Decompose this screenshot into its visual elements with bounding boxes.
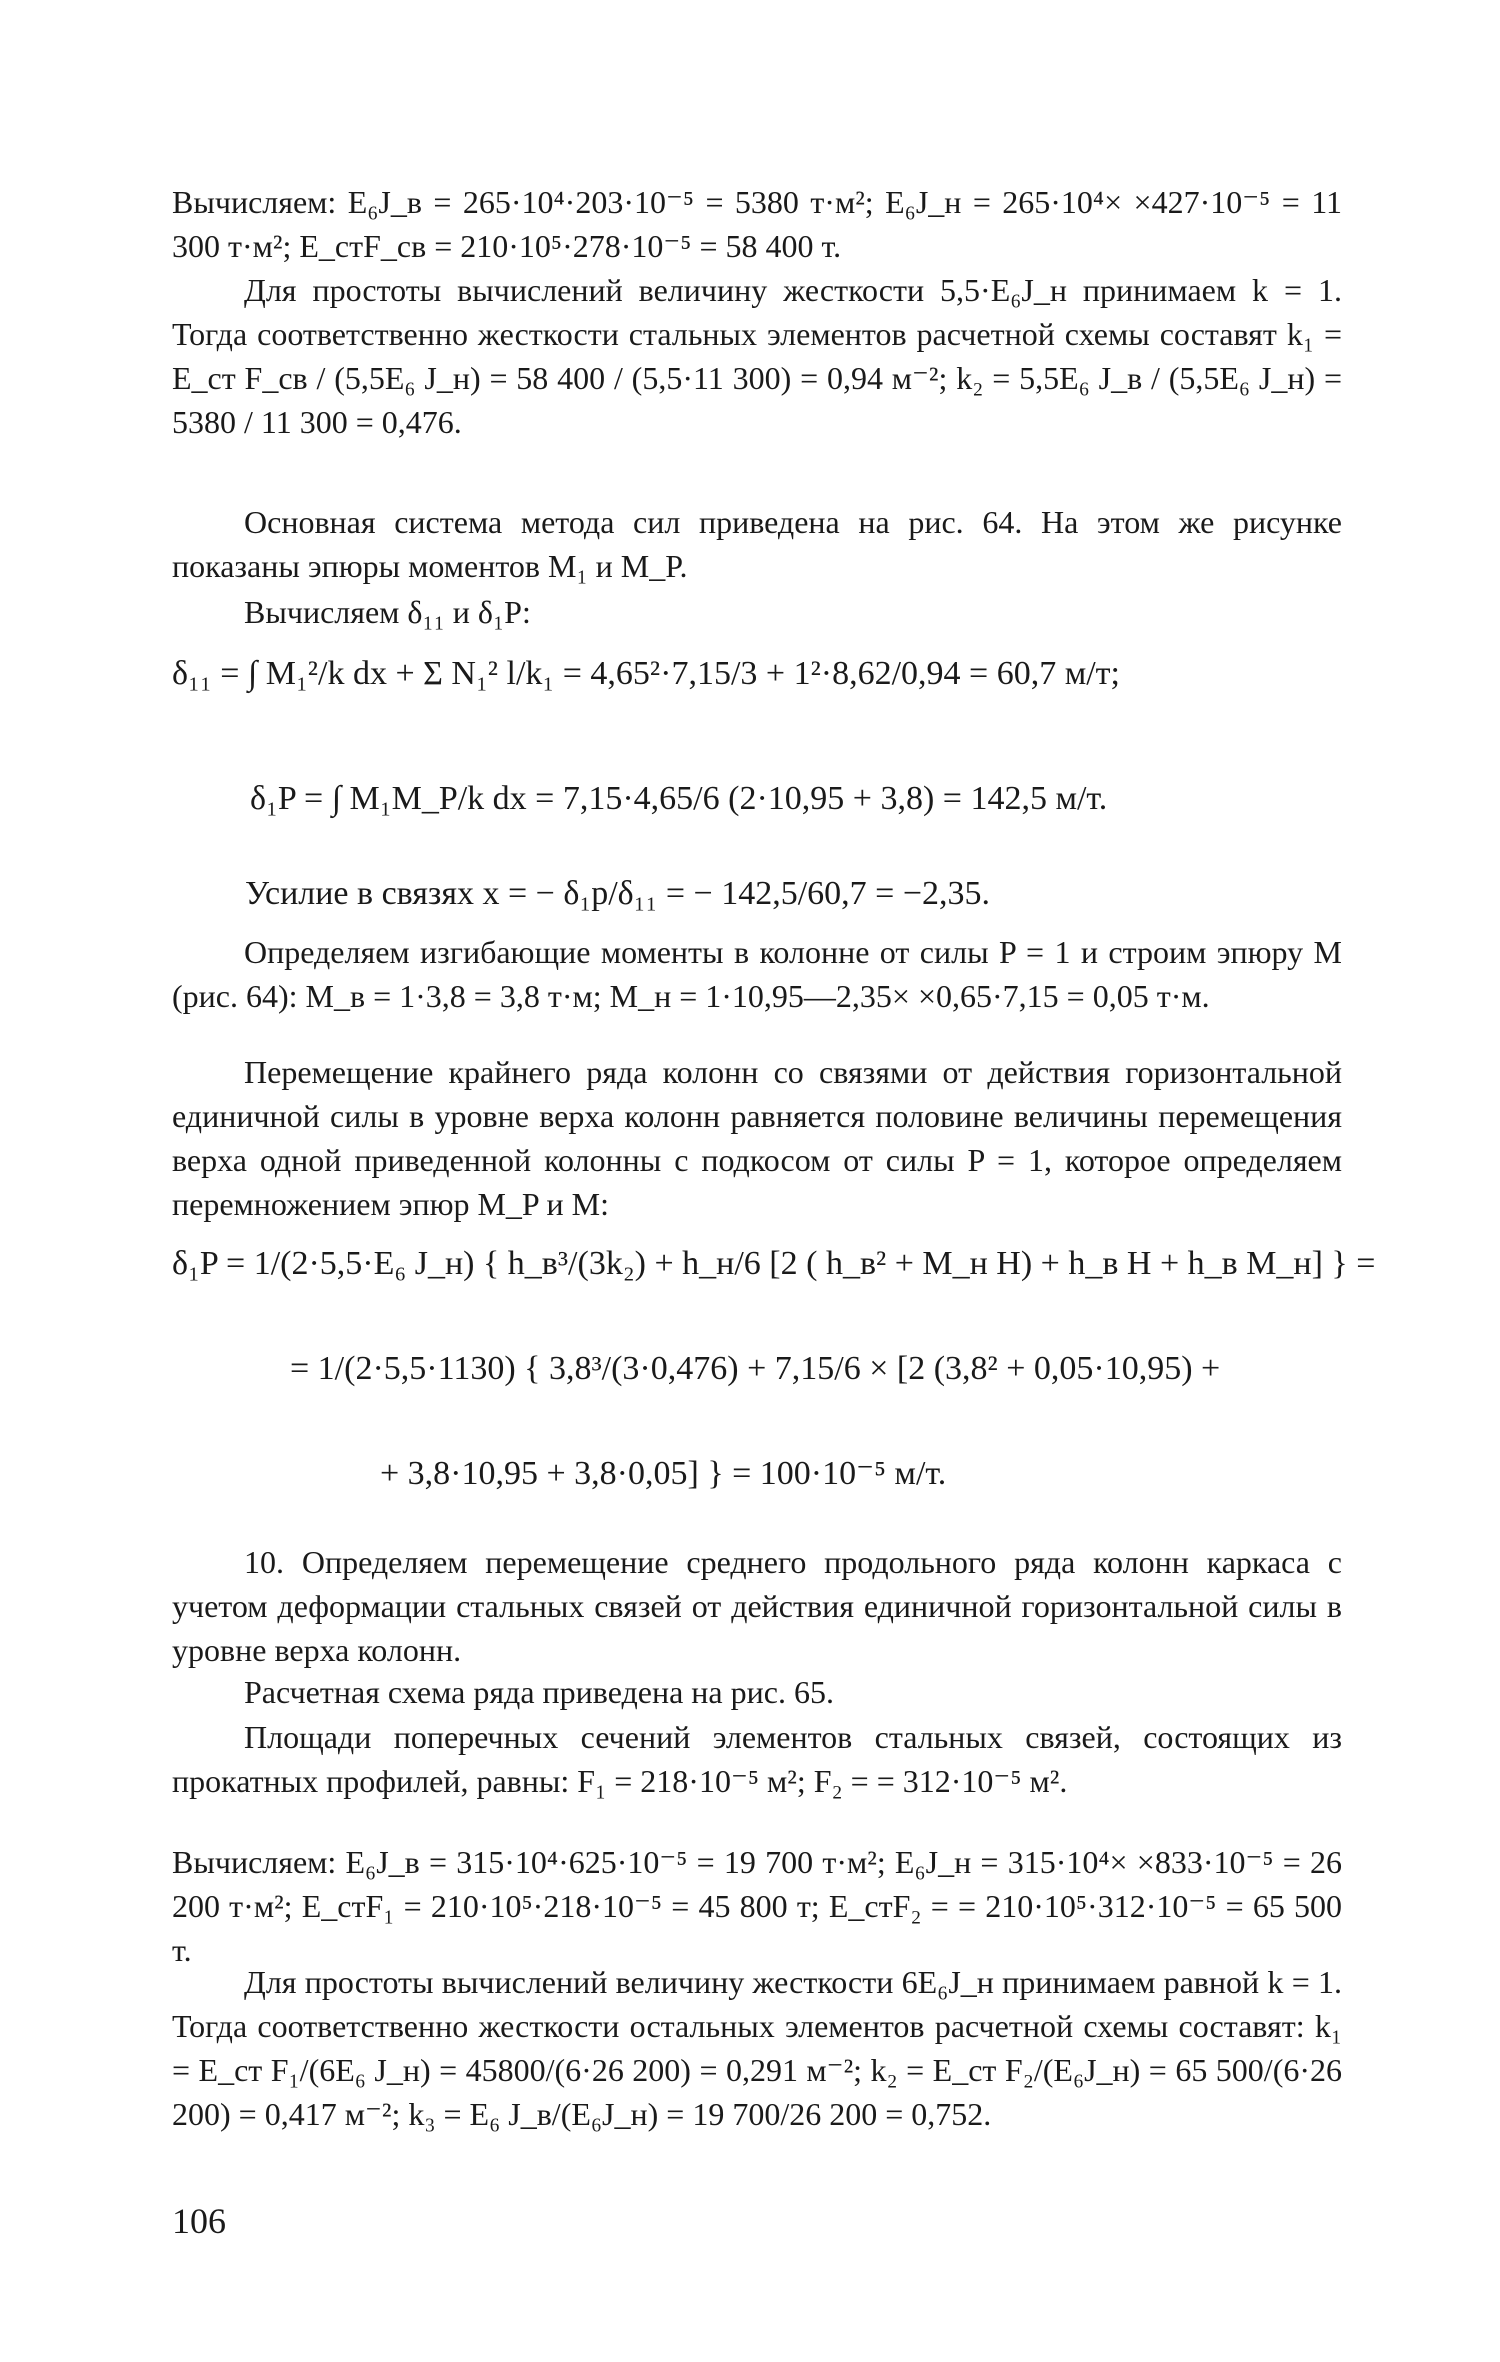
formula-force-x: Усилие в связях x = − δ₁p/δ₁₁ = − 142,5/60,7 = −2,35. bbox=[245, 875, 991, 912]
text-paragraph-10: Вычисляем: E₆J_в = 315·10⁴·625·10⁻⁵ = 19 700 т·м²; E₆J_н = 315·10⁴× ×833·10⁻⁵ = 26 200 т·м²; E_стF₁ = 210·10⁵·218·10⁻⁵ = 45 800 т; E_стF₂ = = 210·10⁵·312·10⁻⁵ = 65 500 т. bbox=[172, 1844, 1342, 1968]
formula-delta-1p: δ₁P = ∫ M₁M_P/k dx = 7,15·4,65/6 (2·10,95 + 3,8) = 142,5 м/т. bbox=[250, 780, 1108, 817]
text-paragraph-9: Площади поперечных сечений элементов стальных связей, состоящих из прокатных профилей, равны: F₁ = 218·10⁻⁵ м²; F₂ = = 312·10⁻⁵ м². bbox=[172, 1719, 1342, 1799]
formula-delta-11: δ₁₁ = ∫ M₁²/k dx + Σ N₁² l/k₁ = 4,65²·7,15/3 + 1²·8,62/0,94 = 60,7 м/т; bbox=[172, 655, 1120, 692]
text-paragraph-7: 10. Определяем перемещение среднего продольного ряда колонн каркаса с учетом деформации стальных связей от действия единичной горизонтальной силы в уровне верха колонн. bbox=[172, 1544, 1342, 1668]
text-paragraph-2: Для простоты вычислений величину жесткости 5,5·E₆J_н принимаем k = 1. Тогда соответственно жесткости стальных элементов расчетной схемы составят k₁ = E_ст F_св / (5,5E₆ J_н) = 58 400 / (5,5·11 300) = 0,94 м⁻²; k₂ = 5,5E₆ J_в / (5,5E₆ J_н) = 5380 / 11 300 = 0,476. bbox=[172, 272, 1342, 440]
text-paragraph-6: Перемещение крайнего ряда колонн со связями от действия горизонтальной единичной силы в уровне верха колонн равняется половине величины перемещения верха одной приведенной колонны с подкосом от силы P = 1, которое определяем перемножением эпюр M_P и M: bbox=[172, 1054, 1342, 1222]
text-paragraph-8: Расчетная схема ряда приведена на рис. 65. bbox=[244, 1674, 834, 1710]
text-paragraph-3: Основная система метода сил приведена на рис. 64. На этом же рисунке показаны эпюры моментов M₁ и M_P. bbox=[172, 504, 1342, 584]
text-paragraph-11: Для простоты вычислений величину жесткости 6E₆J_н принимаем равной k = 1. Тогда соответственно жесткости остальных элементов расчетной схемы составят: k₁ = E_ст F₁/(6E₆ J_н) = 45800/(6·26 200) = 0,291 м⁻²; k₂ = E_ст F₂/(E₆J_н) = 65 500/(6·26 200) = 0,417 м⁻²; k₃ = E₆ J_в/(E₆J_н) = 19 700/26 200 = 0,752. bbox=[172, 1964, 1342, 2132]
formula-delta-1p-numeric: = 1/(2·5,5·1130) { 3,8³/(3·0,476) + 7,15/6 × [2 (3,8² + 0,05·10,95) + bbox=[290, 1350, 1221, 1387]
text-paragraph-4: Вычисляем δ₁₁ и δ₁P: bbox=[244, 594, 531, 630]
text-paragraph-1: Вычисляем: E₆J_в = 265·10⁴·203·10⁻⁵ = 5380 т·м²; E₆J_н = 265·10⁴× ×427·10⁻⁵ = 11 300 т·м²; E_стF_св = 210·10⁵·278·10⁻⁵ = 58 400 т. bbox=[172, 184, 1342, 264]
formula-delta-1p-result: + 3,8·10,95 + 3,8·0,05] } = 100·10⁻⁵ м/т. bbox=[380, 1455, 947, 1492]
page-number: 106 bbox=[172, 2201, 226, 2241]
formula-delta-1p-general: δ₁P = 1/(2·5,5·E₆ J_н) { h_в³/(3k₂) + h_н/6 [2 ( h_в² + M_н H) + h_в H + h_в M_н] } = bbox=[172, 1245, 1376, 1282]
text-paragraph-5: Определяем изгибающие моменты в колонне от силы P = 1 и строим эпюру M (рис. 64): M_в = 1·3,8 = 3,8 т·м; M_н = 1·10,95—2,35× ×0,65·7,15 = 0,05 т·м. bbox=[172, 934, 1342, 1014]
